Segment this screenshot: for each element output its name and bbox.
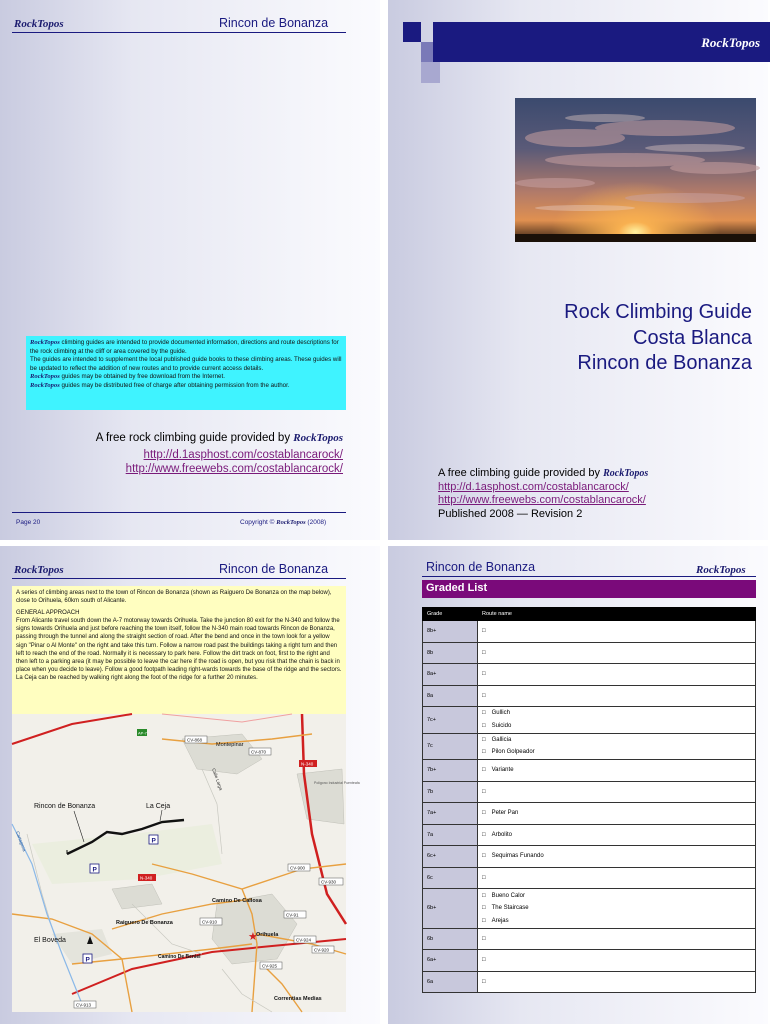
copyright: [240, 519, 326, 526]
road-label: CV-870: [251, 749, 267, 755]
route-entry: [482, 782, 751, 803]
route-name: Gullich: [491, 710, 510, 717]
parking-label: P: [85, 956, 90, 964]
map-label-callosa: Camino De Callosa: [212, 898, 262, 904]
route-cell: [478, 824, 756, 846]
notice-line: [30, 339, 342, 356]
checkbox-icon[interactable]: □: [482, 692, 486, 699]
route-cell: [478, 846, 756, 868]
map-label-montepinar: Montepinar: [216, 742, 244, 748]
link-freewebs[interactable]: http://www.freewebs.com/costablancarock/: [125, 463, 343, 475]
route-cell: [478, 707, 756, 734]
route-cell: [478, 781, 756, 803]
route-entry: [482, 686, 751, 707]
route-entry: [482, 950, 751, 971]
link-asphost[interactable]: http://d.1asphost.com/costablancarock/: [438, 480, 629, 493]
grade-cell: 6a+: [423, 950, 478, 972]
grade-cell: 6b: [423, 928, 478, 950]
table-row: [423, 760, 756, 782]
table-row: [423, 707, 756, 734]
page-number: Page 20: [16, 519, 41, 526]
published: Published 2008 — Revision 2: [438, 507, 583, 520]
map-svg: [12, 714, 360, 1012]
copyright-year: (2008): [307, 519, 327, 526]
checkbox-icon[interactable]: □: [482, 722, 486, 729]
notice-line: [30, 356, 342, 373]
grade-cell: 6a: [423, 971, 478, 993]
grade-cell: 8b+: [423, 621, 478, 643]
provided-by-text: A free climbing guide provided by: [438, 467, 601, 479]
table-row: [423, 950, 756, 972]
link-freewebs[interactable]: http://www.freewebs.com/costablancarock/: [438, 494, 646, 506]
notice-text: climbing guides are intended to provide documented information, directions and route descriptions for the rock climbing at the cliff or area covered by the guide.: [30, 339, 339, 355]
header-brand: RockTopos: [14, 564, 64, 576]
notice-brand: RockTopos: [30, 373, 60, 381]
notice-line: [30, 382, 342, 391]
download-links: [40, 448, 343, 476]
map-label-laceja: La Ceja: [146, 803, 171, 810]
route-entry: [482, 890, 751, 903]
map-label-cartagena: Cartagena: [15, 830, 27, 853]
motorway-label: AP-7: [138, 730, 147, 736]
table-row: [423, 928, 756, 950]
route-name: The Staircase: [491, 905, 529, 911]
graded-list-table: [422, 607, 756, 993]
route-entry: [482, 929, 751, 950]
map-label-rincon: Rincon de Bonanza: [34, 803, 96, 810]
link-asphost[interactable]: http://d.1asphost.com/costablancarock/: [143, 449, 343, 461]
route-cell: [478, 928, 756, 950]
road-label: CV-930: [321, 879, 337, 885]
grade-cell: 8b: [423, 642, 478, 664]
road-label: CV-910: [202, 919, 218, 925]
header-rule: [12, 32, 346, 33]
route-name: Peter Pan: [491, 810, 519, 816]
copyright-brand: RockTopos: [276, 519, 306, 526]
grade-cell: 6b+: [423, 889, 478, 929]
checkbox-icon[interactable]: □: [482, 917, 486, 924]
area-map: [12, 714, 360, 1012]
table-row: [423, 781, 756, 803]
road-label: CV-91: [286, 912, 299, 918]
route-entry: [482, 825, 751, 846]
checkbox-icon[interactable]: □: [482, 831, 486, 838]
approach-description: [12, 586, 346, 714]
table-row: [423, 824, 756, 846]
header-rule: [12, 578, 346, 579]
parking-label: P: [92, 866, 97, 874]
grade-cell: 7b: [423, 781, 478, 803]
header-rule: [422, 576, 756, 577]
provided-by-text: A free rock climbing guide provided by: [95, 432, 291, 444]
notice-text: guides may be distributed free of charge after obtaining permission from the author.: [61, 381, 290, 389]
table-row: [423, 642, 756, 664]
table-row: [423, 971, 756, 993]
route-cell: [478, 733, 756, 760]
banner-brand: RockTopos: [701, 35, 760, 50]
route-cell: [478, 867, 756, 889]
grade-cell: 7c: [423, 733, 478, 760]
route-cell: [478, 971, 756, 993]
road-label: CV-925: [262, 963, 278, 969]
header-brand: RockTopos: [696, 564, 746, 576]
page-graded-list: [388, 546, 768, 1024]
route-name: Bueno Calor: [491, 892, 525, 899]
road-label: CV-900: [290, 865, 306, 871]
page-inside-cover: [0, 0, 380, 540]
table-row: [423, 733, 756, 760]
road-label: CV-924: [296, 937, 312, 943]
table-row: [423, 621, 756, 643]
table-row: [423, 889, 756, 929]
route-entry: [482, 915, 751, 928]
header-title: Rincon de Bonanza: [219, 562, 329, 576]
distribution-notice: [26, 336, 346, 410]
cover-credits: [438, 467, 648, 521]
route-name: Arejas: [491, 917, 509, 924]
table-row: [423, 846, 756, 868]
table-row: [423, 664, 756, 686]
map-label-callelarga: Calle Larga: [211, 767, 224, 791]
grade-cell: 7a+: [423, 803, 478, 825]
road-label: N-340: [140, 875, 153, 881]
road-label: CV-920: [314, 947, 330, 953]
orihuela-star-icon: ★: [248, 931, 258, 943]
grade-cell: 6c+: [423, 846, 478, 868]
route-entry: [482, 720, 751, 733]
notice-brand: RockTopos: [30, 381, 60, 389]
header-title: Rincon de Bonanza: [426, 560, 536, 574]
header-title: Rincon de Bonanza: [219, 16, 329, 30]
col-grade: Grade: [423, 608, 478, 621]
page-cover: [388, 0, 768, 540]
route-entry: [482, 643, 751, 664]
route-name: Variante: [491, 767, 514, 773]
notice-line: [30, 373, 342, 382]
provided-by-brand: RockTopos: [603, 468, 649, 479]
route-entry: [482, 803, 751, 824]
route-entry: [482, 746, 751, 759]
page-approach: [0, 546, 380, 1024]
grade-cell: 7a: [423, 824, 478, 846]
graded-list-title: Graded List: [422, 580, 756, 598]
footer-rule: [12, 512, 346, 513]
notice-text: guides may be obtained by free download from the Internet.: [61, 373, 225, 381]
intro-text: A series of climbing areas next to the town of Rincon de Bonanza (shown as Raiguero De Bonanza on the map below), close to Orihuela, 60km south of Alicante.: [16, 590, 332, 605]
map-label-correntias: Correntias Medias: [274, 996, 322, 1002]
checkbox-icon[interactable]: □: [482, 810, 486, 816]
route-cell: [478, 950, 756, 972]
route-cell: [478, 664, 756, 686]
guide-title: [564, 300, 752, 377]
provided-by: [40, 432, 343, 444]
route-entry: [482, 664, 751, 685]
checkbox-icon[interactable]: □: [482, 905, 486, 911]
title-line: Rincon de Bonanza: [577, 352, 752, 374]
route-entry: [482, 734, 751, 747]
grade-cell: 7c+: [423, 707, 478, 734]
route-entry: [482, 707, 751, 720]
table-row: [423, 867, 756, 889]
route-entry: [482, 902, 751, 915]
deco-square: [403, 22, 421, 42]
title-banner: [433, 22, 770, 62]
route-entry: [482, 972, 751, 993]
map-label-elboveda: El Boveda: [34, 937, 66, 944]
checkbox-icon[interactable]: □: [482, 935, 486, 942]
map-label-beniel: Camino De Beniel: [158, 954, 201, 960]
route-entry: [482, 760, 751, 781]
table-header: [423, 608, 756, 621]
checkbox-icon[interactable]: □: [482, 788, 486, 795]
route-name: Suicido: [491, 722, 512, 729]
grade-cell: 8a+: [423, 664, 478, 686]
deco-square: [421, 62, 440, 83]
checkbox-icon[interactable]: □: [482, 767, 486, 773]
approach-heading: GENERAL APPROACH: [16, 610, 80, 617]
notice-text: The guides are intended to supplement the local published guide books to these climbing areas. These guides will be updated to reflect the addition of new routes and to provide current access details.: [30, 356, 342, 372]
checkbox-icon[interactable]: □: [482, 671, 486, 677]
grade-cell: 6c: [423, 867, 478, 889]
sunset-image: [515, 98, 756, 242]
grade-cell: 7b+: [423, 760, 478, 782]
map-label-raiguero: Raiguero De Bonanza: [116, 920, 173, 926]
map-label-poligono: Poligono Industrial Puenteafa: [314, 781, 360, 785]
checkbox-icon[interactable]: □: [482, 892, 486, 899]
road-label: N-340: [301, 761, 314, 767]
col-route-name: Route name: [478, 608, 756, 621]
route-cell: [478, 803, 756, 825]
title-line: Costa Blanca: [633, 326, 752, 349]
parking-label: P: [151, 837, 156, 845]
route-name: Arbolito: [491, 831, 512, 838]
checkbox-icon[interactable]: □: [482, 853, 486, 859]
route-cell: [478, 621, 756, 643]
map-label-orihuela: Orihuela: [256, 932, 279, 938]
checkbox-icon[interactable]: □: [482, 736, 486, 743]
route-cell: [478, 642, 756, 664]
approach-text: From Alicante travel south down the A-7 motorway towards Orihuela. Take the junction 80 exit for the N-340 and follow the signs towards Orihuela and just before reaching the town itself, follow the N-340 main road towards Rincon de Bonanza, passing through the tunnel and along the straight section of road. After the bend and once in the town look for a yellow sign "Pinar o Al Monte" on the right and take this turn. Follow a narrow road past the buildings taking a right turn and then left to reach the end of the road. Normally it is necessary to park here. Follow the dirt track on foot, first to the right and then left to a parking area (it may be possible to leave the car here if the road is open, but you risk that the chain is back in place when you decide to leave). Follow a good footpath leading right-wards towards the base of the ridge and the sectors. La Ceja can be reached by walking right along the foot of the ridge for a further 20 minutes.: [16, 618, 342, 681]
route-cell: [478, 760, 756, 782]
checkbox-icon[interactable]: □: [482, 710, 486, 717]
copyright-text: Copyright ©: [240, 519, 275, 526]
checkbox-icon[interactable]: □: [482, 749, 486, 756]
notice-brand: RockTopos: [30, 339, 60, 346]
route-name: Sequimas Funando: [491, 853, 544, 859]
table-row: [423, 803, 756, 825]
route-entry: [482, 846, 751, 867]
table-row: [423, 685, 756, 707]
checkbox-icon[interactable]: □: [482, 874, 486, 881]
route-cell: [478, 889, 756, 929]
header-brand: RockTopos: [14, 18, 64, 30]
checkbox-icon[interactable]: □: [482, 649, 486, 656]
route-entry: [482, 621, 751, 642]
sunset-photo: [515, 98, 756, 242]
checkbox-icon[interactable]: □: [482, 978, 486, 985]
checkbox-icon[interactable]: □: [482, 628, 486, 634]
route-name: Gallicia: [491, 736, 512, 743]
road-label: CV-868: [187, 737, 203, 743]
grade-cell: 8a: [423, 685, 478, 707]
road-label: CV-913: [76, 1002, 92, 1008]
route-entry: [482, 868, 751, 889]
route-name: Pilon Golpeador: [491, 749, 535, 756]
title-line: Rock Climbing Guide: [564, 301, 752, 323]
provided-by-brand: RockTopos: [293, 432, 343, 444]
checkbox-icon[interactable]: □: [482, 957, 486, 963]
route-cell: [478, 685, 756, 707]
